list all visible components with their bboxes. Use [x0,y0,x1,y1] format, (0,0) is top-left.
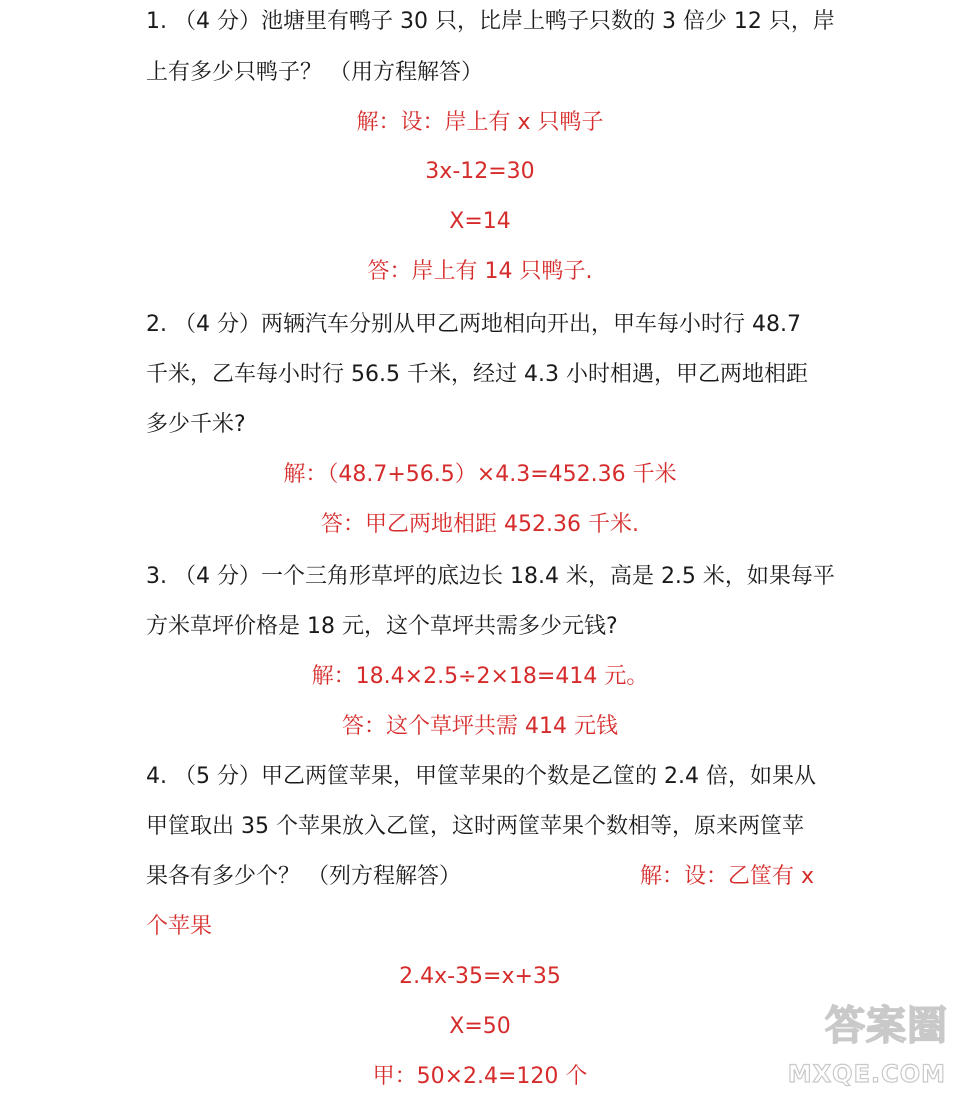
problem-1-text-line-2: 上有多少只鸭子？ （用方程解答） [146,60,483,85]
watermark-bottom-text: MXQE.COM [787,1060,946,1088]
problem-4-text-line-3: 果各有多少个？ （列方程解答） [146,864,461,889]
problem-1-text-line-1: 1. （4 分）池塘里有鸭子 30 只，比岸上鸭子只数的 3 倍少 12 只，岸 [146,9,835,34]
watermark-logo [787,1003,948,1089]
problem-1-answer-equation: 3x-12=30 [425,159,535,184]
problem-3-text-line-1: 3. （4 分）一个三角形草坪的底边长 18.4 米，高是 2.5 米，如果每平 [146,564,835,589]
problem-4-text-line-2: 甲筐取出 35 个苹果放入乙筐，这时两筐苹果个数相等，原来两筐苹 [146,814,804,839]
problem-2-text-line-2: 千米，乙车每小时行 56.5 千米，经过 4.3 小时相遇，甲乙两地相距 [146,362,808,387]
problem-1-answer-solution: X=14 [449,209,511,234]
problem-4-answer-setup: 解：设：乙筐有 x [639,864,814,889]
problem-2-answer-final: 答：甲乙两地相距 452.36 千米. [321,512,639,537]
problem-3-answer-final: 答：这个草坪共需 414 元钱 [342,714,618,739]
problem-3-answer-calculation: 解：18.4×2.5÷2×18=414 元。 [311,664,649,689]
problem-1-answer-setup: 解：设：岸上有 x 只鸭子 [356,110,604,135]
problem-4-text-line-1: 4. （5 分）甲乙两筐苹果，甲筐苹果的个数是乙筐的 2.4 倍，如果从 [146,764,816,789]
problem-4-answer-equation: 2.4x-35=x+35 [399,964,561,989]
problem-2-text-line-1: 2. （4 分）两辆汽车分别从甲乙两地相向开出，甲车每小时行 48.7 [146,312,801,337]
watermark-top-text: 答案圈 [825,1003,948,1049]
problem-4-answer-setup-continued: 个苹果 [146,914,213,939]
problem-3-text-line-2: 方米草坪价格是 18 元，这个草坪共需多少元钱? [146,614,618,639]
problem-4-answer-solution: X=50 [449,1014,511,1039]
problem-2-answer-calculation: 解：（48.7+56.5）×4.3=452.36 千米 [283,462,677,487]
problem-4-answer-jia: 甲：50×2.4=120 个 [372,1064,588,1089]
problem-1-answer-final: 答：岸上有 14 只鸭子. [367,259,593,284]
problem-2-text-line-3: 多少千米? [146,412,246,437]
